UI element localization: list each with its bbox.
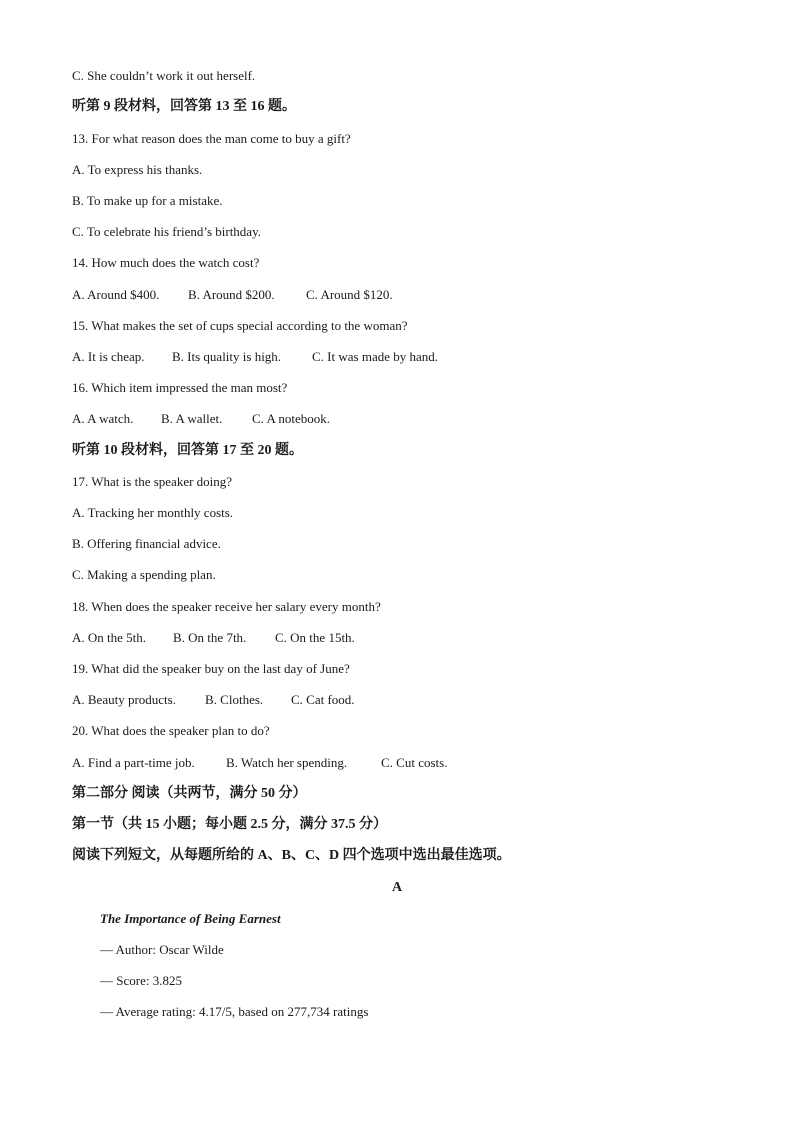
section-heading-passage-10: 听第 10 段材料，回答第 17 至 20 题。 [72, 443, 303, 458]
passage-label: A [391, 880, 403, 895]
options-q18 [72, 630, 355, 646]
option-a-q17: A. Tracking her monthly costs. [72, 505, 234, 520]
option-b-q16: B. A wallet. [161, 411, 223, 426]
option-c-q17: C. Making a spending plan. [72, 567, 216, 582]
book-author: — Author: Oscar Wilde [100, 942, 224, 957]
option-b-q15: B. Its quality is high. [172, 349, 282, 364]
book-score: — Score: 3.825 [100, 973, 182, 988]
reading-instructions: 阅读下列短文，从每题所给的 A、B、C、D 四个选项中选出最佳选项。 [72, 848, 511, 863]
question-16: 16. Which item impressed the man most? [72, 380, 288, 395]
option-c-q14: C. Around $120. [306, 287, 393, 302]
option-b-q18: B. On the 7th. [173, 630, 247, 645]
question-15: 15. What makes the set of cups special according to the woman? [72, 318, 408, 333]
option-c-q16: C. A notebook. [252, 411, 331, 426]
book-rating: — Average rating: 4.17/5, based on 277,734 ratings [100, 1004, 369, 1019]
option-b-q13: B. To make up for a mistake. [72, 193, 223, 208]
option-c-q19: C. Cat food. [291, 692, 355, 707]
option-a-q18: A. On the 5th. [72, 630, 147, 645]
option-a-q19: A. Beauty products. [72, 692, 176, 707]
question-19: 19. What did the speaker buy on the last day of June? [72, 661, 350, 676]
options-q20 [72, 755, 447, 771]
option-b-q17: B. Offering financial advice. [72, 536, 221, 551]
section-heading-passage-9: 听第 9 段材料，回答第 13 至 16 题。 [72, 99, 296, 114]
options-q15 [72, 349, 438, 365]
question-17: 17. What is the speaker doing? [72, 474, 233, 489]
option-b-q14: B. Around $200. [188, 287, 275, 302]
question-18: 18. When does the speaker receive her salary every month? [72, 599, 381, 614]
section-one-heading: 第一节（共 15 小题；每小题 2.5 分，满分 37.5 分） [72, 817, 387, 832]
book-title: The Importance of Being Earnest [100, 911, 281, 926]
options-q19 [72, 692, 355, 708]
option-a-q14: A. Around $400. [72, 287, 160, 302]
option-b-q20: B. Watch her spending. [226, 755, 348, 770]
option-c-q18: C. On the 15th. [275, 630, 355, 645]
option-b-q19: B. Clothes. [205, 692, 264, 707]
option-c-q15: C. It was made by hand. [312, 349, 439, 364]
option-c-q12: C. She couldn’t work it out herself. [72, 68, 256, 83]
option-c-q20: C. Cut costs. [381, 755, 448, 770]
question-20: 20. What does the speaker plan to do? [72, 723, 270, 738]
question-13: 13. For what reason does the man come to buy a gift? [72, 131, 351, 146]
option-a-q20: A. Find a part-time job. [72, 755, 195, 770]
options-q14 [72, 287, 393, 303]
question-14: 14. How much does the watch cost? [72, 255, 260, 270]
option-a-q15: A. It is cheap. [72, 349, 145, 364]
option-c-q13: C. To celebrate his friend’s birthday. [72, 224, 261, 239]
options-q16 [72, 411, 330, 427]
option-a-q13: A. To express his thanks. [72, 162, 203, 177]
option-a-q16: A. A watch. [72, 411, 134, 426]
part-two-heading: 第二部分 阅读（共两节，满分 50 分） [72, 786, 307, 801]
